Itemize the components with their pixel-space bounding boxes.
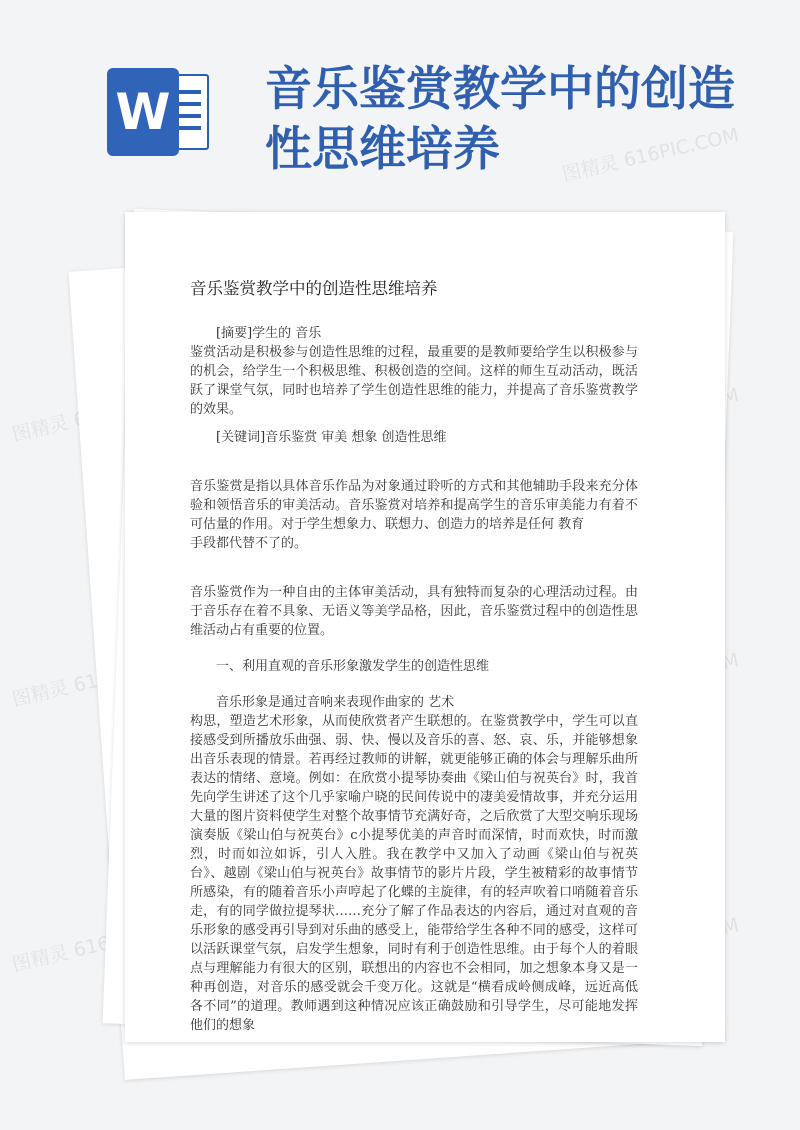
paragraph-3-body: 构思，塑造艺术形象，从而使欣赏者产生联想的。在鉴赏教学中，学生可以直接感受到所播放乐曲强、弱、快、慢以及音乐的喜、怒、哀、乐，并能够想象出音乐表现的情景。若再经过教师的讲解，就更能够正确的体会与理解乐曲所表达的情绪、意境。例如：在欣赏小提琴协奏曲《梁山伯与祝英台》时，我首先向学生讲述了这个几乎家喻户晓的民间传说中的凄美爱情故事，并充分运用大量的图片资料使学生对整个故事情节充满好奇，之后欣赏了大型交响乐现场演奏版《梁山伯与祝英台》c小提琴优美的声音时而深情，时而欢快，时而激烈，时而如泣如诉，引人入胜。我在教学中又加入了动画《梁山伯与祝英台》、越剧《梁山伯与祝英台》故事情节的影片片段，学生被精彩的故事情节所感染，有的随着音乐小声哼起了化蝶的主旋律，有的轻声吹着口哨随着音乐走，有的同学做拉提琴状……充分了解了作品表达的内容后，通过对直观的音乐形象的感受再引导到对乐曲的感受上，能带给学生各种不同的感受，这样可以活跃课堂气氛，启发学生想象，同时有利于创造性思维。由于每个人的着眼点与理解能力有很大的区别，联想出的内容也不会相同，加之想象本身又是一种再创造，对音乐的感受就会千变万化。这就是“横看成岭侧成峰，远近高低各不同”的道理。教师遇到这种情况应该正确鼓励和引导学生，尽可能地发挥他们的想象 xyxy=(190,714,638,1033)
document-content xyxy=(190,277,638,1035)
document-title: 音乐鉴赏教学中的创造性思维培养 xyxy=(190,279,438,298)
banner-title: 音乐鉴赏教学中的创造性思维培养 xyxy=(265,62,735,177)
document-page xyxy=(125,212,725,1042)
watermark: 图精灵 xyxy=(10,676,71,711)
paragraph-1: 音乐鉴赏是指以具体音乐作品为对象通过聆听的方式和其他辅助手段来充分体验和领悟音乐的审美活动。音乐鉴赏对培养和提高学生的音乐审美能力有着不可估量的作用。对于学生想象力、联想力、创造力的培养是任何 教育 xyxy=(190,479,638,532)
word-badge: W xyxy=(107,68,179,156)
abstract-body: 鉴赏活动是积极参与创造性思维的过程，最重要的是教师要给学生以积极参与的机会，给学生一个积极思维、积极创造的空间。这样的师生互动活动，既活跃了课堂气氛，同时也培养了学生创造性思维的能力，并提高了音乐鉴赏教学的效果。 xyxy=(190,345,638,417)
watermark: 图精灵 616PIC.COM xyxy=(560,123,741,186)
paragraph-2: 音乐鉴赏作为一种自由的主体审美活动，具有独特而复杂的心理活动过程。由于音乐存在着不具象、无语义等美学品格，因此，音乐鉴赏过程中的创造性思维活动占有重要的位置。 xyxy=(190,585,638,638)
word-document-icon xyxy=(105,68,215,156)
watermark: 图精灵 xyxy=(10,411,71,446)
section-heading-1: 一、利用直观的音乐形象激发学生的创造性思维 xyxy=(216,659,490,674)
banner xyxy=(0,0,800,200)
watermark: 图精灵 616PIC.COM xyxy=(10,913,191,976)
keywords: [关键词]音乐鉴赏 审美 想象 创造性思维 xyxy=(216,430,447,445)
paragraph-3-start: 音乐形象是通过音响来表现作曲家的 艺术 xyxy=(216,695,455,710)
paragraph-1-end: 手段都代替不了的。 xyxy=(190,536,308,551)
abstract-label: [摘要]学生的 音乐 xyxy=(216,326,322,341)
